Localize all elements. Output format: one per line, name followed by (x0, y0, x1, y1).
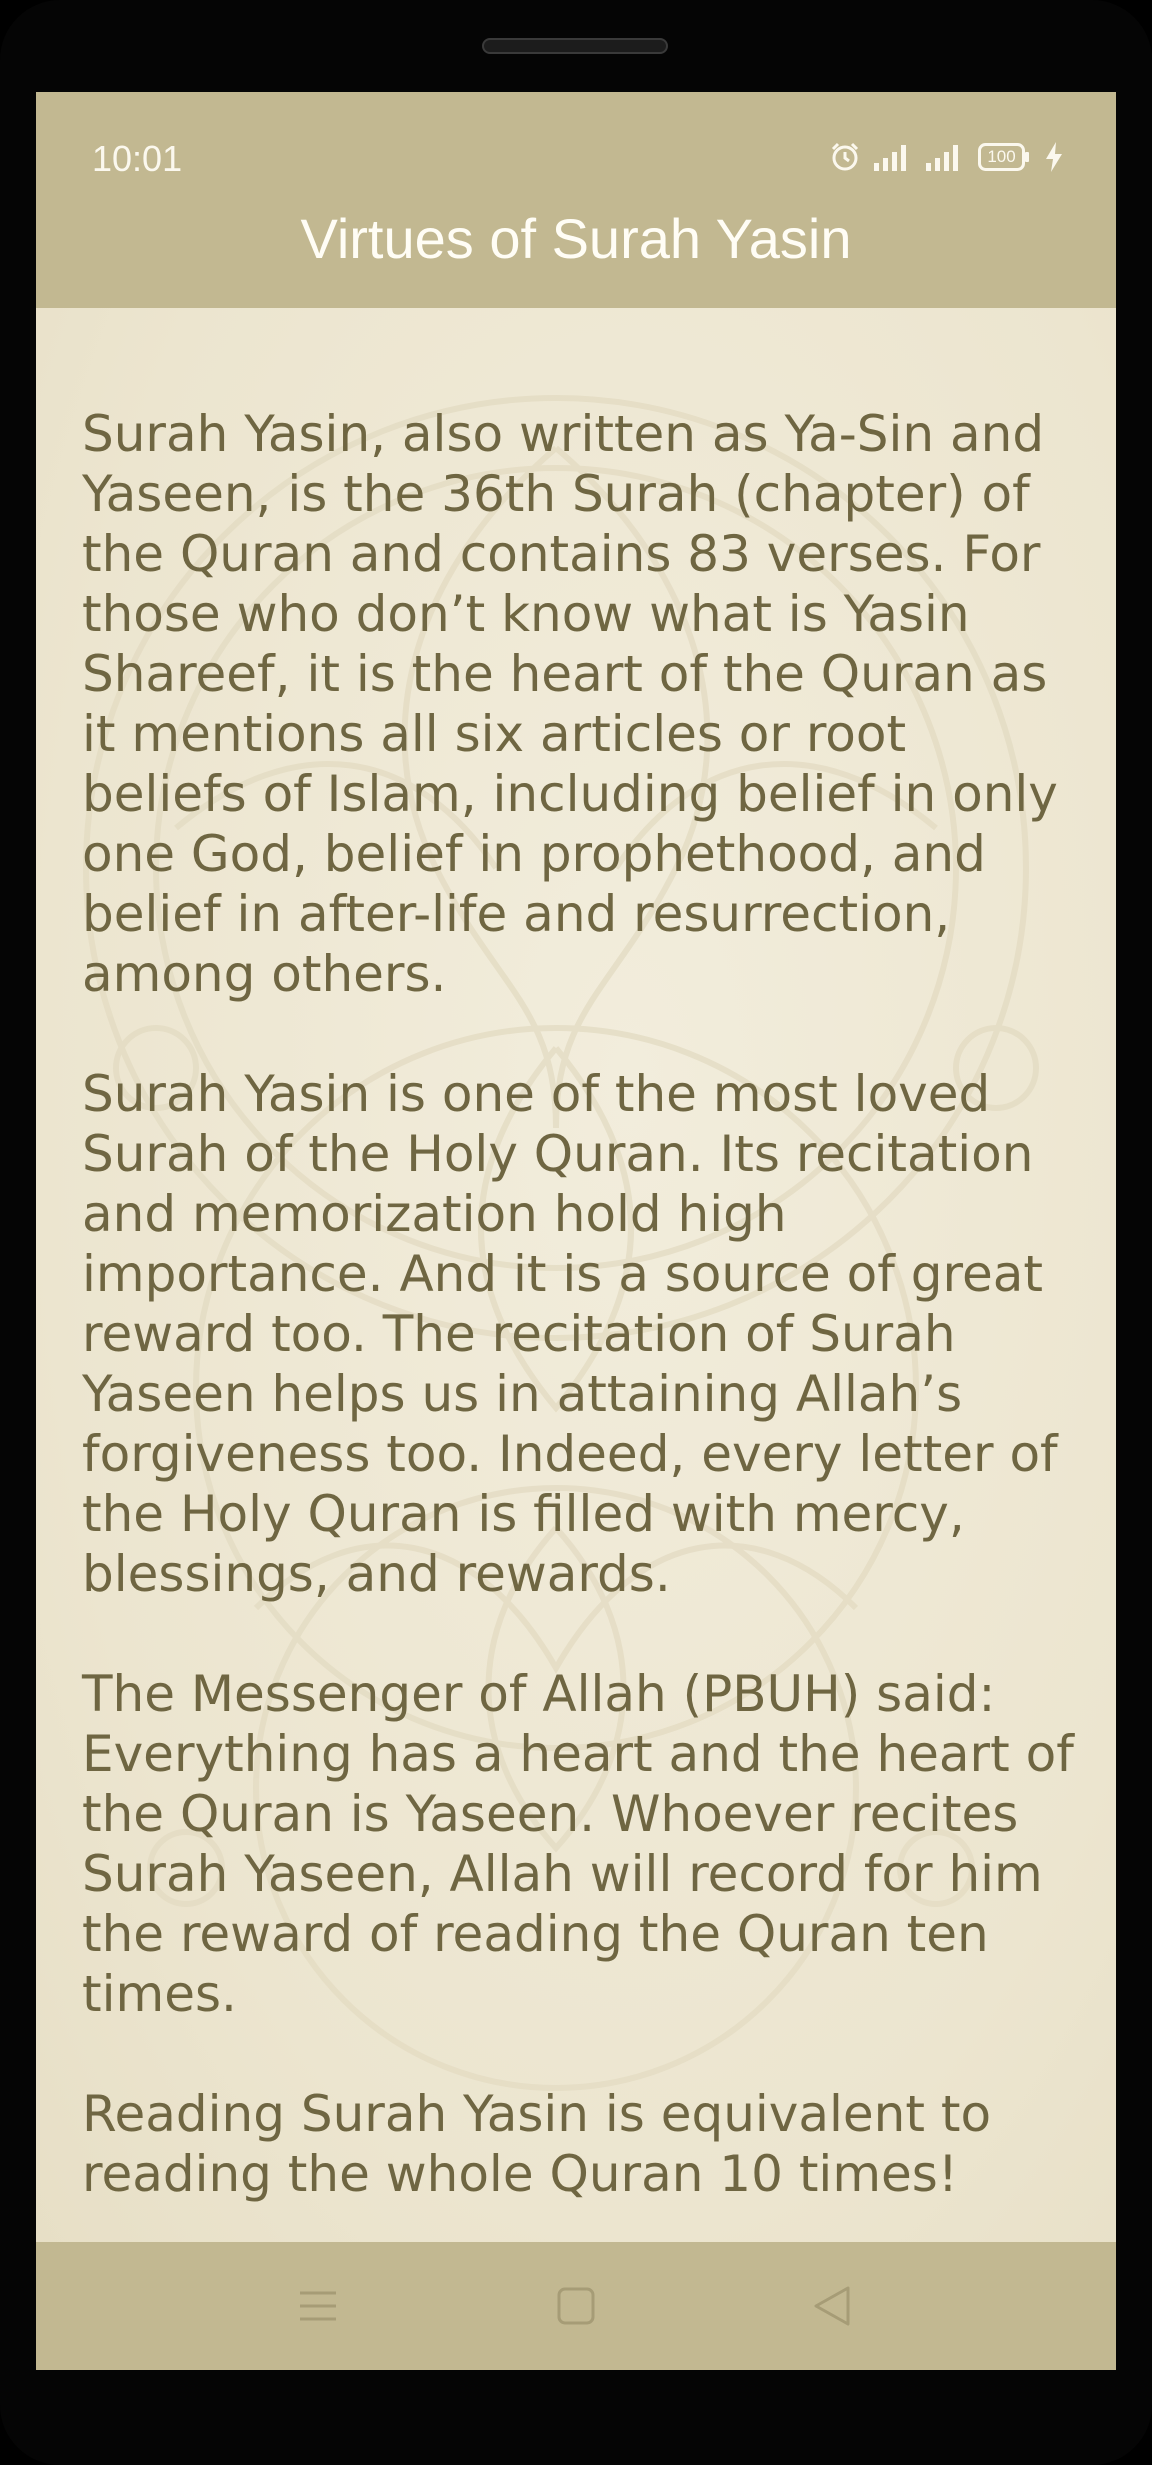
article-scroll-area[interactable] (36, 308, 1116, 2242)
screen (36, 92, 1116, 2370)
signal-icon (874, 143, 912, 171)
status-time: 10:01 (92, 138, 183, 179)
status-icons (830, 142, 1064, 172)
app-bar (36, 184, 1116, 308)
alarm-icon (830, 142, 860, 172)
battery-icon (978, 143, 1030, 171)
back-icon[interactable] (808, 2282, 856, 2330)
battery-level: 100 (987, 147, 1016, 166)
speaker-grille (482, 38, 668, 54)
article-text (82, 404, 1082, 2242)
menu-icon[interactable] (294, 2282, 342, 2330)
article-paragraph: Reading Surah Yasin is equivalent to reading the whole Quran 10 times! (82, 2085, 992, 2203)
article-paragraph: Surah Yasin, also written as Ya-Sin and Yaseen, is the 36th Surah (chapter) of the Quran and contains 83 verses. For those who don’t know what is Yasin Shareef, it is the heart of the Quran as it mentions all six articles or root beliefs of Islam, including belief in only one God, belief in prophethood, and belief in after-life and resurrection, among others. (82, 405, 1058, 1003)
charging-icon (1044, 142, 1064, 172)
navigation-bar (36, 2242, 1116, 2370)
status-bar (36, 92, 1116, 184)
signal-icon (926, 143, 964, 171)
article-paragraph: The Messenger of Allah (PBUH) said: Everything has a heart and the heart of the Quran is Yaseen. Whoever recites Surah Yaseen, Allah will record for him the reward of reading the Quran ten times. (82, 1665, 1074, 2023)
article-paragraph: Surah Yasin is one of the most loved Surah of the Holy Quran. Its recitation and memorization hold high importance. And it is a source of great reward too. The recitation of Surah Yaseen helps us in attaining Allah’s forgiveness too. Indeed, every letter of the Holy Quran is filled with mercy, blessings, and rewards. (82, 1065, 1058, 1603)
home-icon[interactable] (552, 2282, 600, 2330)
page-title: Virtues of Surah Yasin (300, 207, 852, 270)
